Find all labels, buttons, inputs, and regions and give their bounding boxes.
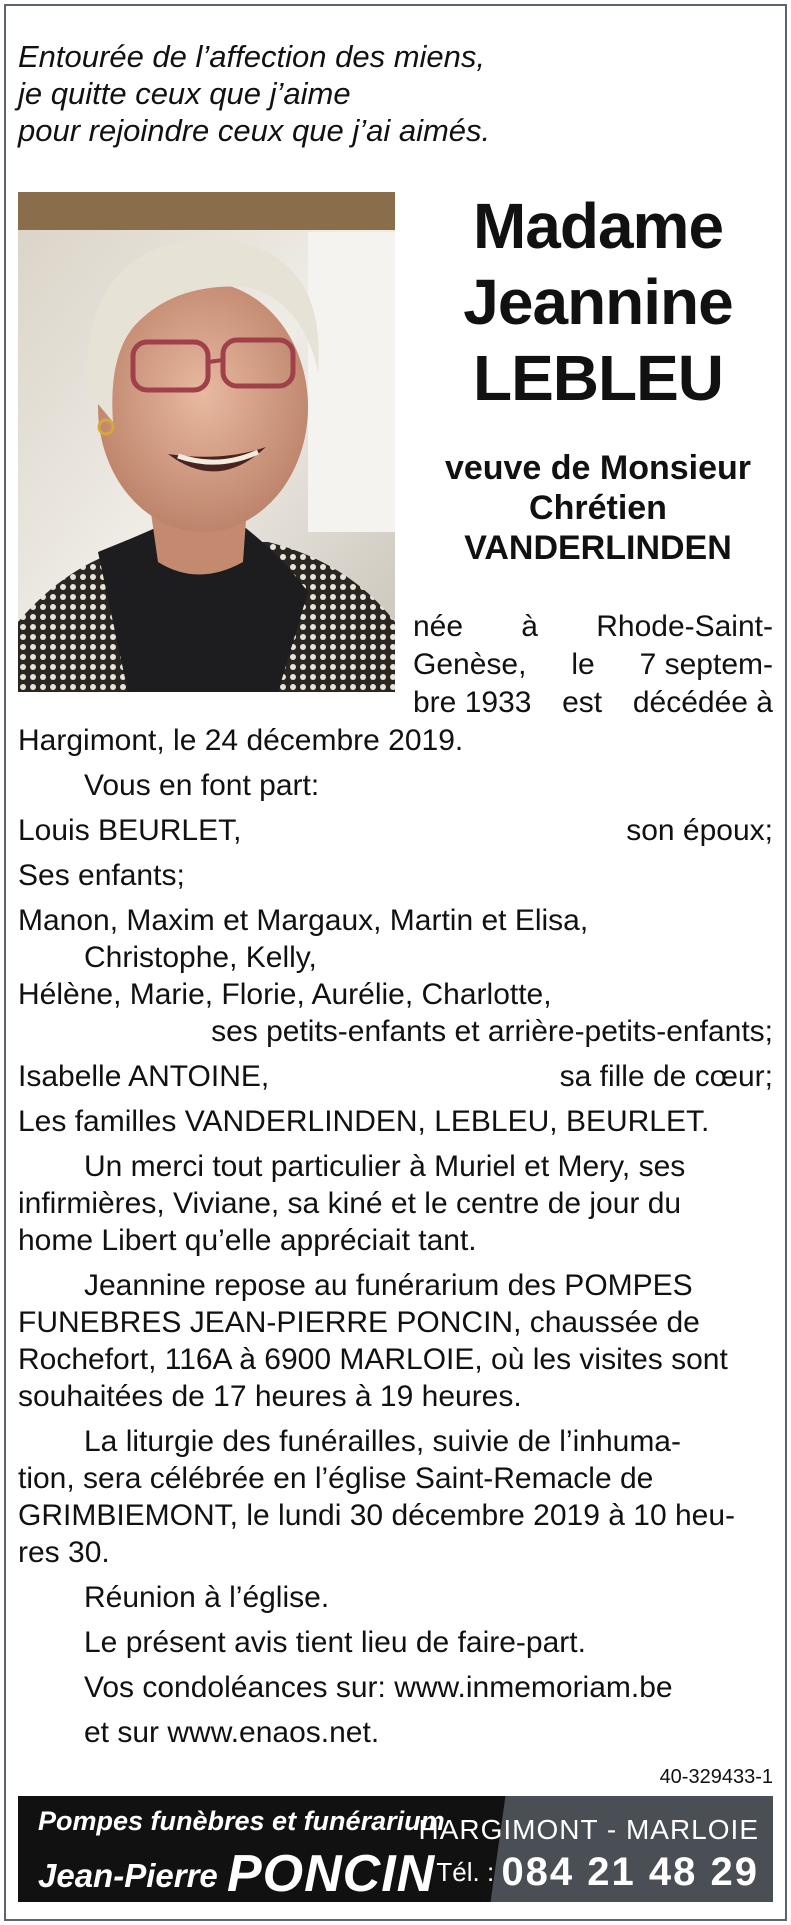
deceased-name — [413, 188, 783, 416]
funeral-home-line: Rochefort, 116A à 6900 MARLOIE, où les visites sont — [18, 1343, 728, 1376]
part-intro: Vous en font part: — [84, 769, 320, 802]
funeral-home-banner — [18, 1796, 773, 1902]
banner-name: PONCIN — [226, 1845, 436, 1903]
word: décédée à — [632, 686, 773, 719]
portrait-photo — [18, 192, 395, 692]
word: Genèse, — [413, 648, 527, 681]
word: Rhode-Saint- — [596, 610, 773, 643]
text-line — [413, 646, 773, 684]
grandchildren-line: Christophe, Kelly, — [84, 941, 317, 974]
thanks-line: infirmières, Viviane, sa kiné et le centre de jour du — [18, 1187, 682, 1220]
name-last: LEBLEU — [473, 342, 723, 414]
liturgy-line: GRIMBIEMONT, le lundi 30 décembre 2019 à 10 heu- — [18, 1499, 736, 1532]
grandchildren-line: Hélène, Marie, Florie, Aurélie, Charlotte, — [18, 978, 552, 1011]
heart-daughter-role: sa fille de cœur; — [559, 1060, 773, 1093]
name-first: Jeannine — [463, 266, 733, 338]
name-title: Madame — [472, 190, 724, 262]
word: 7 septem- — [639, 648, 773, 681]
widow-line: VANDERLINDEN — [464, 529, 732, 567]
word: née — [413, 610, 464, 643]
phone-number: 084 21 48 29 — [501, 1850, 759, 1894]
meeting-line: Réunion à l’église. — [84, 1581, 330, 1614]
epigraph-quote — [18, 38, 618, 149]
banner-line2 — [38, 1844, 435, 1904]
spouse-line — [18, 812, 773, 849]
funeral-home-line: FUNEBRES JEAN-PIERRE PONCIN, chaussée de — [18, 1306, 700, 1339]
widow-line: veuve de Monsieur — [444, 449, 752, 487]
text-line: Hargimont, le 24 décembre 2019. — [18, 724, 464, 757]
word: à — [521, 610, 538, 643]
banner-line1: Pompes funèbres et funérarium — [38, 1806, 445, 1836]
widow-of — [413, 448, 783, 568]
word: bre 1933 — [413, 686, 532, 719]
liturgy-line: La liturgie des funérailles, suivie de l’inhuma- — [84, 1425, 681, 1458]
funeral-home-line: Jeannine repose au funérarium des POMPES — [84, 1269, 693, 1302]
condolences-line: Vos condoléances sur: www.inmemoriam.be — [84, 1671, 673, 1704]
quote-line: Entourée de l’affection des miens, — [18, 39, 485, 74]
widow-line: Chrétien — [529, 489, 667, 527]
quote-line: je quitte ceux que j’aime — [18, 76, 351, 111]
liturgy-line: res 30. — [18, 1536, 110, 1569]
spouse-name: Louis BEURLET, — [18, 814, 242, 847]
grandchildren-line: Manon, Maxim et Margaux, Martin et Elisa, — [18, 904, 589, 937]
heart-daughter-line — [18, 1058, 773, 1095]
funeral-home-line: souhaitées de 17 heures à 19 heures. — [18, 1380, 522, 1413]
banner-phone — [436, 1850, 759, 1895]
thanks-line: home Libert qu’elle appréciait tant. — [18, 1224, 477, 1257]
text-line — [413, 608, 773, 646]
families-line: Les familles VANDERLINDEN, LEBLEU, BEURLET. — [18, 1105, 710, 1138]
word: le — [571, 648, 595, 681]
grandchildren-role: ses petits-enfants et arrière-petits-enfants; — [211, 1015, 773, 1048]
liturgy-line: tion, sera célébrée en l’église Saint-Remacle de — [18, 1462, 654, 1495]
word: est — [562, 686, 603, 719]
birth-death-text — [413, 608, 773, 722]
reference-number: 40-329433-1 — [659, 1766, 773, 1788]
banner-prefix: Jean-Pierre — [38, 1857, 218, 1894]
children-label: Ses enfants; — [18, 859, 185, 892]
spouse-role: son époux; — [626, 814, 773, 847]
thanks-line: Un merci tout particulier à Muriel et Mery, ses — [84, 1150, 686, 1183]
banner-place: HARGIMONT - MARLOIE — [418, 1814, 759, 1845]
notice-line: Le présent avis tient lieu de faire-part. — [84, 1626, 586, 1659]
condolences-line: et sur www.enaos.net. — [84, 1716, 380, 1749]
heart-daughter-name: Isabelle ANTOINE, — [18, 1060, 270, 1093]
notice-body — [18, 722, 773, 1751]
phone-label: Tél. : — [436, 1857, 495, 1887]
text-line — [413, 684, 773, 722]
quote-line: pour rejoindre ceux que j’ai aimés. — [18, 113, 491, 148]
